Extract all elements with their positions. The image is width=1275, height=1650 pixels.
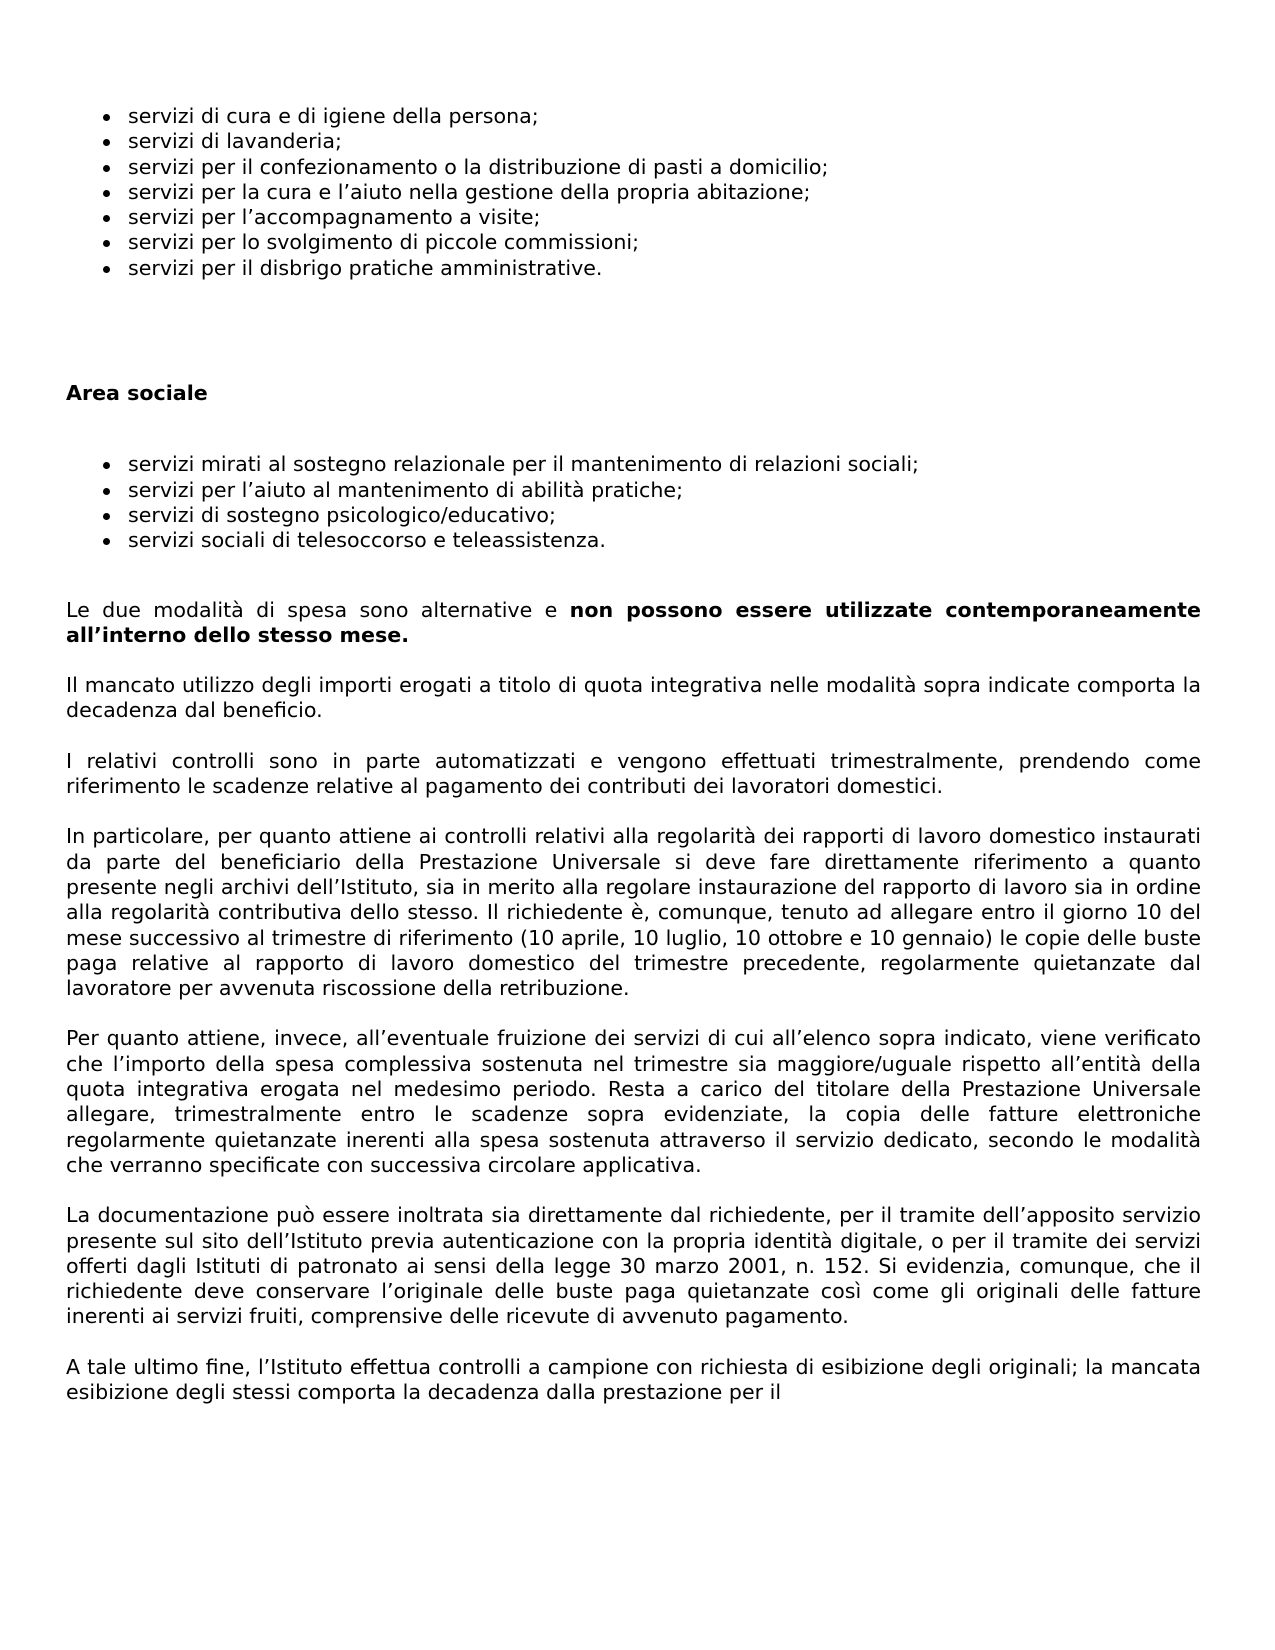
bullet-icon xyxy=(103,266,110,273)
paragraph-fruizione-servizi: Per quanto attiene, invece, all’eventuale fruizione dei servizi di cui all’elenco sopra indicato, viene verificato che l’importo della spesa complessiva sostenuta nel trimestre sia maggiore/uguale rispetto all’entità della quota integrativa erogata nel medesimo periodo. Resta a carico del titolare della Prestazione Universale allegare, trimestralmente entro le scadenze sopra evidenziate, la copia delle fatture elettroniche regolarmente quietanzate inerenti alla spesa sostenuta attraverso il servizio dedicato, secondo le modalità che verranno specificate con successiva circolare applicativa. xyxy=(66,1026,1201,1177)
list-item xyxy=(66,528,1201,553)
section-heading-area-sociale: Area sociale xyxy=(66,381,208,406)
list-item-text: servizi per il disbrigo pratiche amministrative. xyxy=(128,255,603,280)
paragraph-documentazione: La documentazione può essere inoltrata sia direttamente dal richiedente, per il tramite dell’apposito servizio presente sul sito dell’Istituto previa autenticazione con la propria identità digitale, o per il tramite dei servizi offerti dagli Istituti di patronato ai sensi della legge 30 marzo 2001, n. 152. Si evidenzia, comunque, che il richiedente deve conservare l’originale delle buste paga quietanzate così come gli originali delle fatture inerenti ai servizi fruiti, comprensive delle ricevute di avvenuto pagamento. xyxy=(66,1203,1201,1329)
paragraph-rapporti-lavoro: In particolare, per quanto attiene ai controlli relativi alla regolarità dei rapporti di lavoro domestico instaurati da parte del beneficiario della Prestazione Universale si deve fare direttamente riferimento a quanto presente negli archivi dell’Istituto, sia in merito alla regolare instaurazione del rapporto di lavoro sia in ordine alla regolarità contributiva dello stesso. Il richiedente è, comunque, tenuto ad allegare entro il giorno 10 del mese successivo al trimestre di riferimento (10 aprile, 10 luglio, 10 ottobre e 10 gennaio) le copie delle buste paga relative al rapporto di lavoro domestico del trimestre precedente, regolarmente quietanzate dal lavoratore per avvenuta riscossione della retribuzione. xyxy=(66,824,1201,1001)
list-item xyxy=(66,180,1201,205)
list-item-text: servizi per il confezionamento o la distribuzione di pasti a domicilio; xyxy=(128,154,829,179)
list-item-text: servizi di cura e di igiene della persona; xyxy=(128,104,539,128)
list-item-text: servizi per l’accompagnamento a visite; xyxy=(128,205,541,230)
list-item-text: servizi per la cura e l’aiuto nella gestione della propria abitazione; xyxy=(128,179,811,204)
list-item xyxy=(66,155,1201,180)
list-item-text: servizi di sostegno psicologico/educativo; xyxy=(128,502,556,527)
paragraph-decadenza: Il mancato utilizzo degli importi erogati a titolo di quota integrativa nelle modalità sopra indicate comporta la decadenza dal beneficio. xyxy=(66,673,1201,723)
list-item xyxy=(66,205,1201,230)
paragraph-alternative-modes xyxy=(66,598,1201,649)
list-item-text: servizi per lo svolgimento di piccole commissioni; xyxy=(128,230,640,255)
bullet-icon xyxy=(103,240,110,247)
list-item xyxy=(66,452,1201,477)
paragraph-text: Le due modalità di spesa sono alternative e xyxy=(66,597,570,622)
bullet-icon xyxy=(103,139,110,146)
list-item-text: servizi di lavanderia; xyxy=(128,129,342,154)
services-care-list xyxy=(66,104,1201,281)
bullet-icon xyxy=(103,165,110,172)
list-item xyxy=(66,104,1201,129)
bullet-icon xyxy=(103,190,110,197)
list-item xyxy=(66,256,1201,281)
document-page xyxy=(66,104,1201,1405)
paragraph-bold-text: non possono essere utilizzate contemporaneamente all’interno dello stesso mese. xyxy=(66,597,1201,647)
bullet-icon xyxy=(103,488,110,495)
list-item xyxy=(66,129,1201,154)
bullet-icon xyxy=(103,114,110,121)
list-item-text: servizi sociali di telesoccorso e teleassistenza. xyxy=(128,528,606,553)
bullet-icon xyxy=(103,513,110,520)
bullet-icon xyxy=(103,538,110,545)
paragraph-controlli-campione: A tale ultimo fine, l’Istituto effettua controlli a campione con richiesta di esibizione degli originali; la mancata esibizione degli stessi comporta la decadenza dalla prestazione per il xyxy=(66,1354,1201,1404)
bullet-icon xyxy=(103,462,110,469)
list-item xyxy=(66,503,1201,528)
list-item-text: servizi mirati al sostegno relazionale per il mantenimento di relazioni sociali; xyxy=(128,452,919,477)
bullet-icon xyxy=(103,215,110,222)
list-item xyxy=(66,230,1201,255)
list-item-text: servizi per l’aiuto al mantenimento di abilità pratiche; xyxy=(128,477,684,502)
paragraph-controlli: I relativi controlli sono in parte automatizzati e vengono effettuati trimestralmente, prendendo come riferimento le scadenze relative al pagamento dei contributi dei lavoratori domestici. xyxy=(66,748,1201,799)
services-social-list xyxy=(66,452,1201,553)
list-item xyxy=(66,478,1201,503)
